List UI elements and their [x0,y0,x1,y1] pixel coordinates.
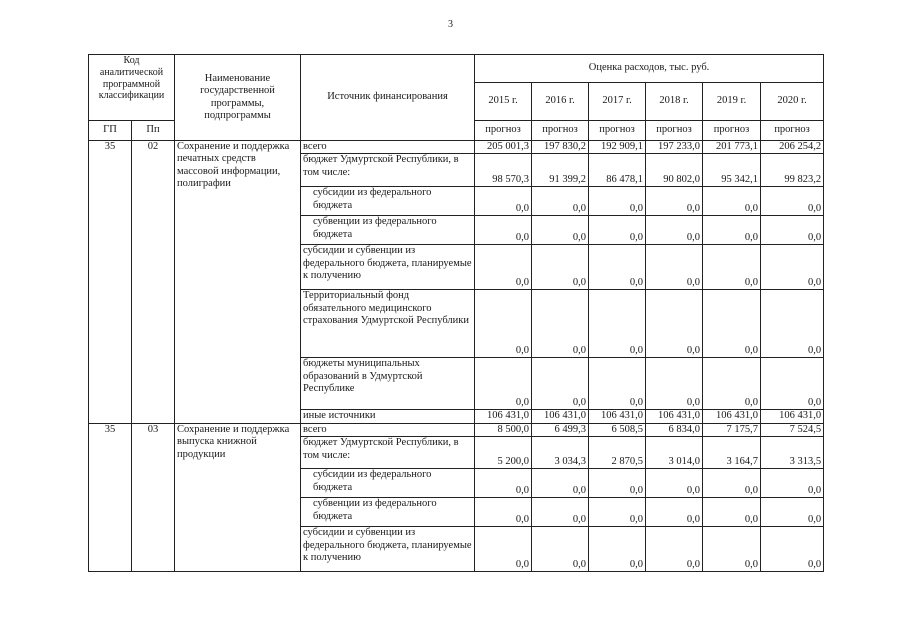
value-cell: 0,0 [703,469,761,498]
value-cell: 0,0 [475,527,532,572]
value-cell: 0,0 [646,527,703,572]
value-cell: 0,0 [589,469,646,498]
value-cell: 205 001,3 [475,141,532,154]
value-cell: 0,0 [646,358,703,410]
forecast-header: прогноз [703,121,761,141]
value-cell: 99 823,2 [761,154,824,187]
value-cell: 0,0 [703,245,761,290]
table-body [89,55,824,572]
value-cell: 3 034,3 [532,437,589,469]
value-cell: 0,0 [761,469,824,498]
pp-header: Пп [132,121,175,141]
value-cell: 3 014,0 [646,437,703,469]
page-number: 3 [448,19,453,30]
value-cell: 6 508,5 [589,423,646,436]
funding-source: субсидии из федерального бюджета [301,469,475,498]
value-cell: 0,0 [475,245,532,290]
value-cell: 0,0 [475,469,532,498]
value-cell: 206 254,2 [761,141,824,154]
value-cell: 8 500,0 [475,423,532,436]
value-cell: 0,0 [475,290,532,358]
value-cell: 0,0 [646,469,703,498]
value-cell: 0,0 [475,498,532,527]
value-cell: 106 431,0 [532,410,589,423]
value-cell: 192 909,1 [589,141,646,154]
value-cell: 0,0 [589,498,646,527]
value-cell: 106 431,0 [761,410,824,423]
value-cell: 0,0 [703,187,761,216]
program-name: Сохранение и поддержка печатных средств массовой информации, полиграфии [175,141,301,424]
value-cell: 0,0 [761,290,824,358]
value-cell: 3 164,7 [703,437,761,469]
value-cell: 0,0 [532,469,589,498]
cost-estimate-header: Оценка расходов, тыс. руб. [475,55,824,83]
funding-source: всего [301,423,475,436]
value-cell: 7 524,5 [761,423,824,436]
value-cell: 98 570,3 [475,154,532,187]
value-cell: 86 478,1 [589,154,646,187]
value-cell: 0,0 [646,290,703,358]
value-cell: 0,0 [646,245,703,290]
value-cell: 106 431,0 [646,410,703,423]
gp-code: 35 [89,141,132,424]
value-cell: 6 499,3 [532,423,589,436]
value-cell: 0,0 [646,216,703,245]
year-header: 2019 г. [703,83,761,121]
value-cell: 106 431,0 [475,410,532,423]
value-cell: 7 175,7 [703,423,761,436]
value-cell: 0,0 [475,187,532,216]
year-header: 2017 г. [589,83,646,121]
program-name: Сохранение и поддержка выпуска книжной продукции [175,423,301,571]
forecast-header: прогноз [532,121,589,141]
forecast-header: прогноз [475,121,532,141]
forecast-header: прогноз [589,121,646,141]
value-cell: 0,0 [532,187,589,216]
header-row-1 [89,55,824,83]
year-header: 2015 г. [475,83,532,121]
funding-source: иные источники [301,410,475,423]
value-cell: 201 773,1 [703,141,761,154]
value-cell: 0,0 [532,216,589,245]
year-header: 2018 г. [646,83,703,121]
value-cell: 106 431,0 [589,410,646,423]
value-cell: 197 233,0 [646,141,703,154]
value-cell: 0,0 [589,245,646,290]
value-cell: 0,0 [589,527,646,572]
value-cell: 90 802,0 [646,154,703,187]
table-row [89,423,824,436]
value-cell: 0,0 [532,245,589,290]
value-cell: 0,0 [532,498,589,527]
program-name-header: Наименование государственной программы, подпрограммы [175,55,301,141]
budget-table [88,54,824,572]
funding-source: субсидии и субвенции из федерального бюджета, планируемые к получению [301,245,475,290]
pp-code: 02 [132,141,175,424]
value-cell: 0,0 [761,358,824,410]
value-cell: 0,0 [589,216,646,245]
value-cell: 0,0 [475,216,532,245]
funding-source: субвенции из федерального бюджета [301,498,475,527]
funding-source: субсидии и субвенции из федерального бюджета, планируемые к получению [301,527,475,572]
forecast-header: прогноз [646,121,703,141]
value-cell: 106 431,0 [703,410,761,423]
table-row [89,141,824,154]
value-cell: 0,0 [532,290,589,358]
value-cell: 95 342,1 [703,154,761,187]
value-cell: 0,0 [703,527,761,572]
value-cell: 0,0 [589,187,646,216]
value-cell: 0,0 [703,498,761,527]
value-cell: 0,0 [532,358,589,410]
value-cell: 0,0 [475,358,532,410]
value-cell: 0,0 [589,290,646,358]
year-header: 2016 г. [532,83,589,121]
funding-source: бюджеты муниципальных образований в Удмуртской Республике [301,358,475,410]
value-cell: 0,0 [761,187,824,216]
funding-source: всего [301,141,475,154]
funding-source: субвенции из федерального бюджета [301,216,475,245]
value-cell: 5 200,0 [475,437,532,469]
value-cell: 197 830,2 [532,141,589,154]
funding-source: бюджет Удмуртской Республики, в том числе: [301,437,475,469]
value-cell: 3 313,5 [761,437,824,469]
value-cell: 0,0 [703,216,761,245]
value-cell: 0,0 [761,245,824,290]
gp-header: ГП [89,121,132,141]
value-cell: 0,0 [646,187,703,216]
value-cell: 0,0 [532,527,589,572]
value-cell: 0,0 [761,527,824,572]
value-cell: 0,0 [761,216,824,245]
value-cell: 0,0 [761,498,824,527]
value-cell: 91 399,2 [532,154,589,187]
funding-source: субсидии из федерального бюджета [301,187,475,216]
value-cell: 2 870,5 [589,437,646,469]
forecast-header: прогноз [761,121,824,141]
value-cell: 0,0 [646,498,703,527]
value-cell: 0,0 [703,290,761,358]
funding-source: бюджет Удмуртской Республики, в том числе: [301,154,475,187]
gp-code: 35 [89,423,132,571]
value-cell: 6 834,0 [646,423,703,436]
pp-code: 03 [132,423,175,571]
value-cell: 0,0 [589,358,646,410]
funding-source: Территориальный фонд обязательного медицинского страхования Удмуртской Республики [301,290,475,358]
year-header: 2020 г. [761,83,824,121]
code-header: Код аналитической программной классификации [89,55,175,121]
value-cell: 0,0 [703,358,761,410]
funding-source-header: Источник финансирования [301,55,475,141]
